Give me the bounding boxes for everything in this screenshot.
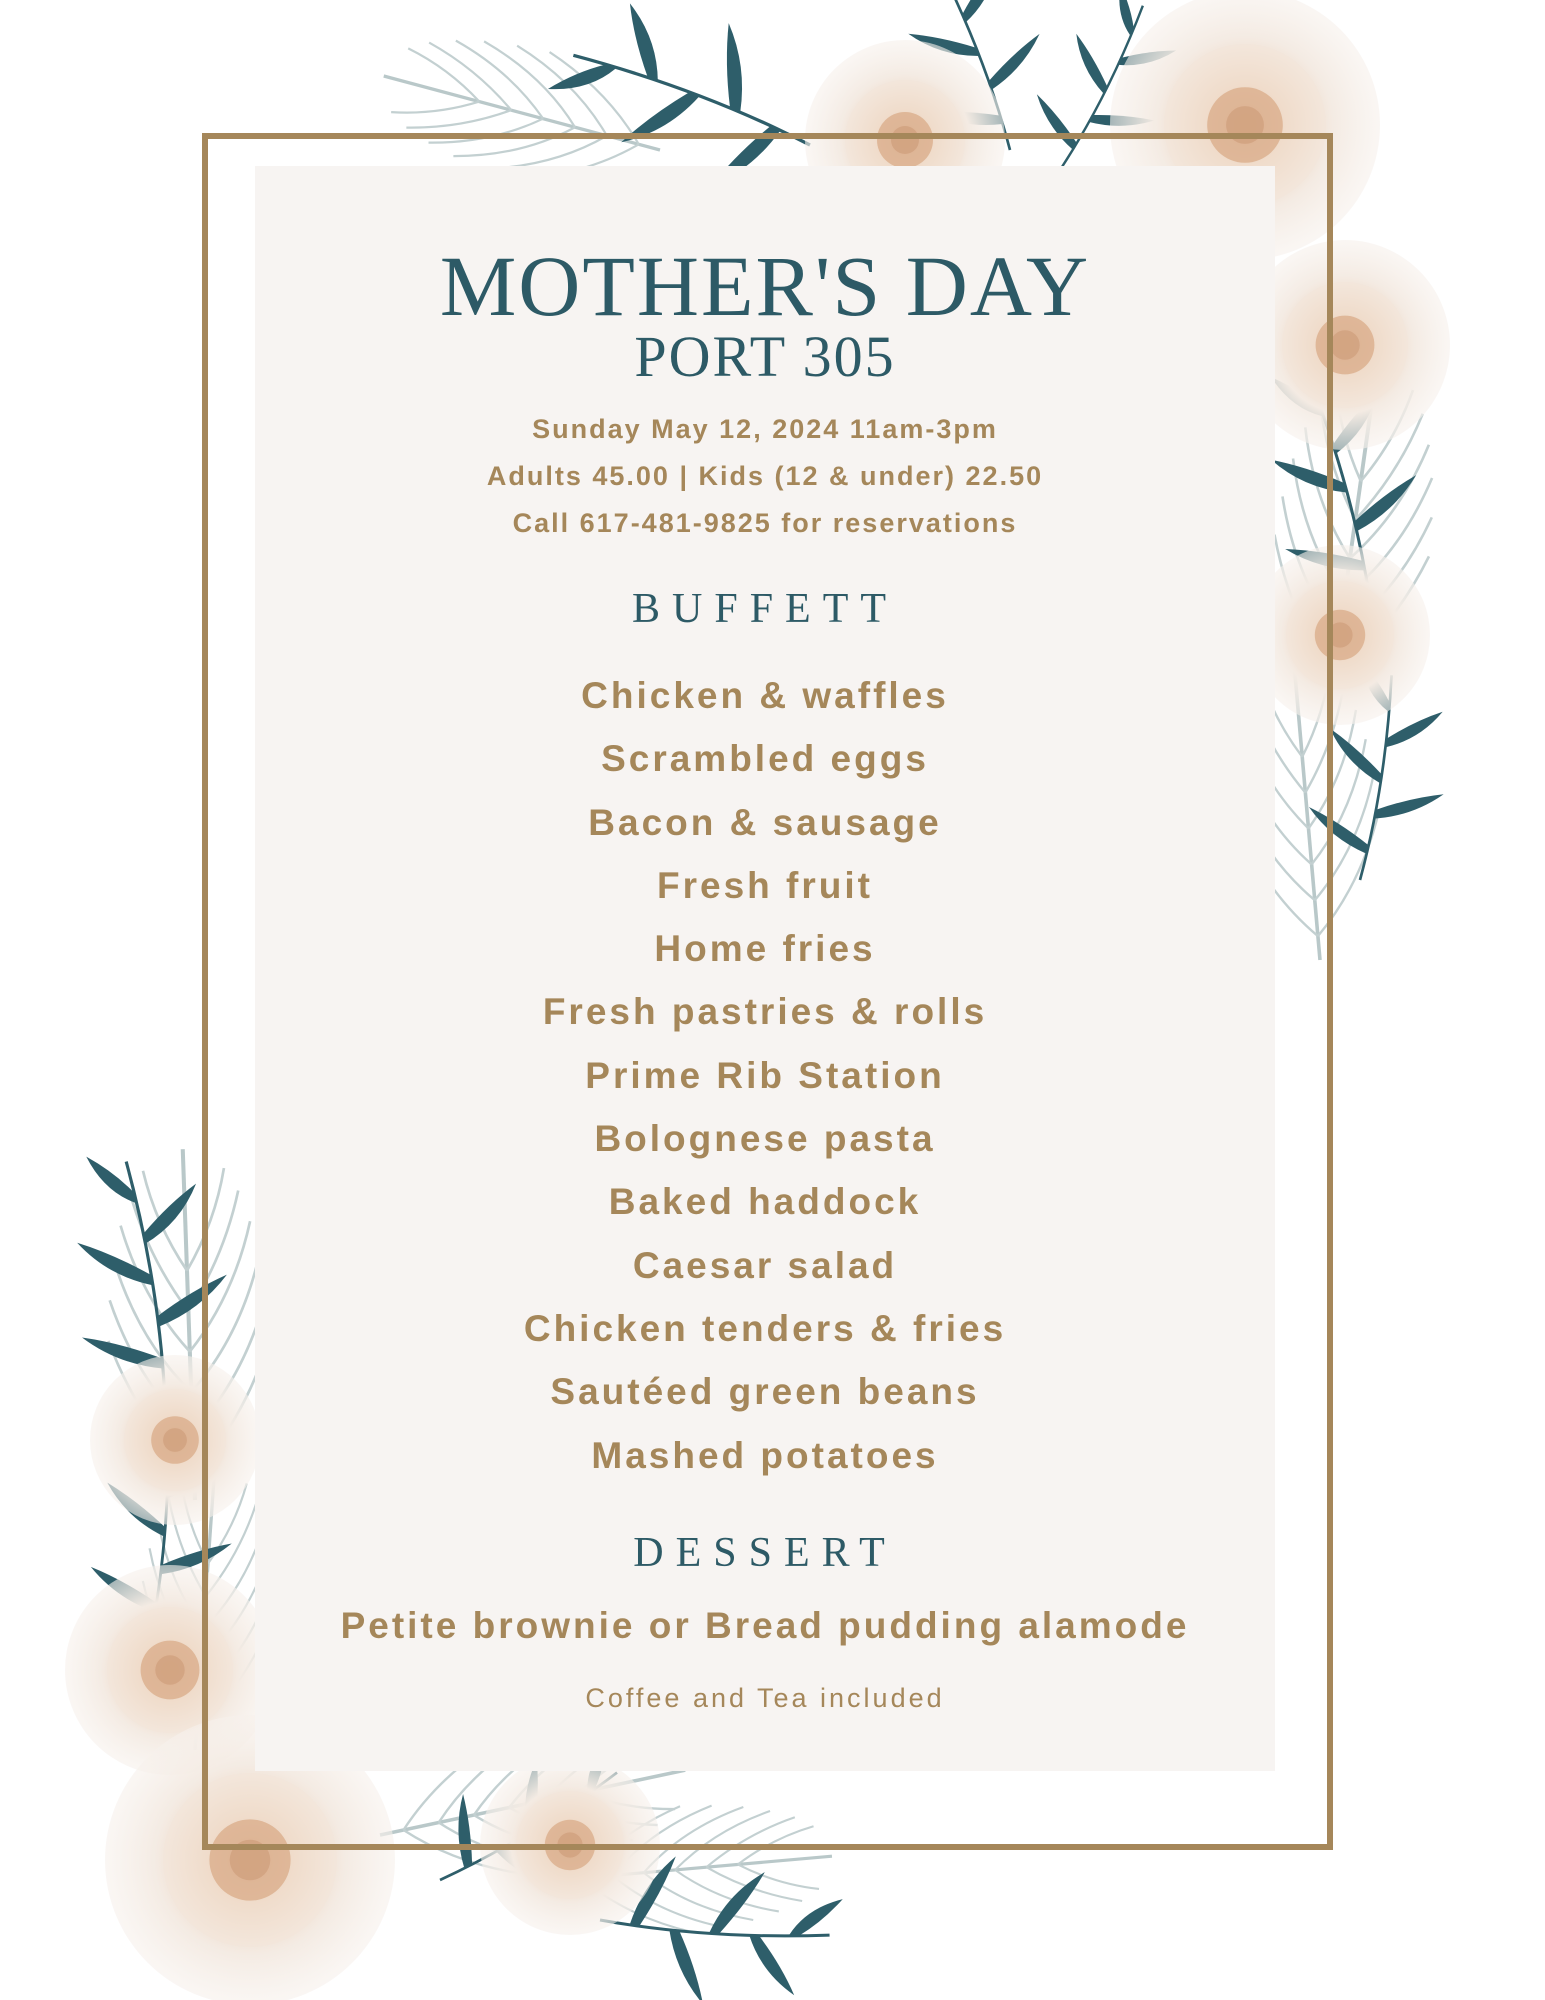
buffet-item: Fresh fruit — [657, 864, 873, 906]
reservation-phone: Call 617-481-9825 for reservations — [512, 508, 1018, 538]
event-prices: Adults 45.00 | Kids (12 & under) 22.50 — [486, 461, 1044, 491]
buffet-item: Bolognese pasta — [594, 1118, 936, 1160]
dessert-item: Petite brownie or Bread pudding alamode — [340, 1605, 1190, 1646]
menu-title: MOTHER'S DAY — [439, 238, 1091, 334]
buffet-item: Chicken tenders & fries — [523, 1307, 1007, 1349]
buffet-heading: BUFFETT — [631, 586, 899, 632]
buffet-item: Home fries — [654, 928, 876, 970]
buffet-item: Sautéed green beans — [550, 1371, 980, 1413]
buffet-item: Bacon & sausage — [588, 801, 942, 843]
restaurant-name: PORT 305 — [634, 324, 896, 389]
dessert-heading: DESSERT — [633, 1530, 897, 1576]
menu-card — [255, 166, 1275, 1771]
buffet-item: Fresh pastries & rolls — [542, 991, 988, 1033]
buffet-item: Prime Rib Station — [585, 1054, 945, 1096]
event-date-time: Sunday May 12, 2024 11am-3pm — [532, 414, 998, 444]
buffet-item: Chicken & waffles — [581, 675, 949, 716]
buffet-item: Baked haddock — [608, 1181, 922, 1223]
buffet-item: Caesar salad — [632, 1244, 898, 1286]
buffet-item: Scrambled eggs — [601, 738, 929, 780]
beverage-note: Coffee and Tea included — [585, 1683, 945, 1713]
buffet-item: Mashed potatoes — [591, 1434, 939, 1476]
buffet-item-list — [255, 664, 1275, 1487]
